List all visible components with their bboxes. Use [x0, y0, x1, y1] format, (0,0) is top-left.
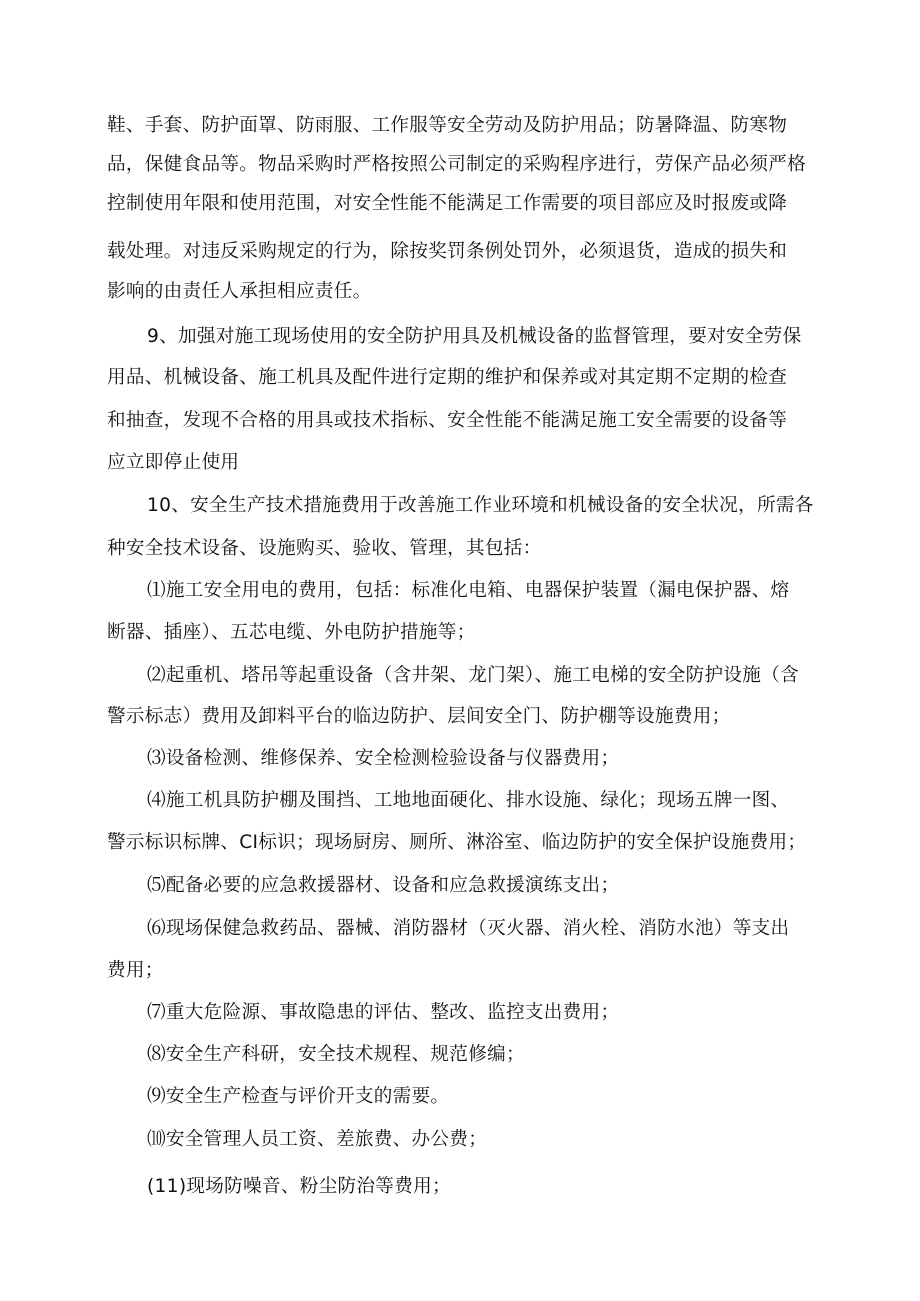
list-item: (11)现场防噪音、粉尘防治等费用； [147, 1176, 451, 1197]
list-item: ⑹现场保健急救药品、器械、消防器材（灭火器、消火栓、消防水池）等支出 [147, 918, 790, 939]
list-item: ⑼安全生产检查与评价开支的需要。 [147, 1086, 450, 1107]
paragraph-line: 应立即停止使用 [107, 452, 240, 473]
list-item: ⑷施工机具防护棚及围挡、工地地面硬化、排水设施、绿化；现场五牌一图、 [147, 790, 790, 811]
list-item: ⑶设备检测、维修保养、安全检测检验设备与仪器费用； [147, 748, 620, 769]
paragraph-line: 品，保健食品等。物品采购时严格按照公司制定的采购程序进行，劳保产品必须严格 [107, 154, 807, 175]
list-item-cont: 警示标识标牌、CI标识；现场厨房、厕所、淋浴室、临边防护的安全保护设施费用； [107, 832, 807, 853]
paragraph-line: 鞋、手套、防护面罩、防雨服、工作服等安全劳动及防护用品；防暑降温、防寒物 [107, 115, 788, 136]
paragraph-line: 和抽查，发现不合格的用具或技术指标、安全性能不能满足施工安全需要的设备等 [107, 410, 788, 431]
list-item-cont: 费用； [107, 960, 164, 981]
list-item-cont: 警示标志）费用及卸料平台的临边防护、层间安全门、防护棚等设施费用； [107, 706, 731, 727]
paragraph-line: 种安全技术设备、设施购买、验收、管理，其包括： [107, 538, 542, 559]
paragraph-line: 影响的由责任人承担相应责任。 [107, 281, 372, 302]
paragraph-line: 用品、机械设备、施工机具及配件进行定期的维护和保养或对其定期不定期的检查 [107, 367, 788, 388]
list-item: ⑺重大危险源、事故隐患的评估、整改、监控支出费用； [147, 1002, 620, 1023]
list-item: ⑵起重机、塔吊等起重设备（含井架、龙门架）、施工电梯的安全防护设施（含 [147, 665, 799, 686]
list-item: ⑻安全生产科研，安全技术规程、规范修编； [147, 1044, 525, 1065]
paragraph-line: 10、安全生产技术措施费用于改善施工作业环境和机械设备的安全状况，所需各 [147, 495, 814, 516]
list-item: ⑴施工安全用电的费用，包括：标准化电箱、电器保护装置（漏电保护器、熔 [147, 580, 790, 601]
paragraph-line: 9、加强对施工现场使用的安全防护用具及机械设备的监督管理，要对安全劳保 [147, 326, 802, 347]
list-item: ⑽安全管理人员工资、差旅费、办公费； [147, 1129, 488, 1150]
paragraph-line: 控制使用年限和使用范围，对安全性能不能满足工作需要的项目部应及时报废或降 [107, 193, 788, 214]
list-item-cont: 断器、插座）、五芯电缆、外电防护措施等； [107, 622, 476, 643]
list-item: ⑸配备必要的应急救援器材、设备和应急救援演练支出； [147, 875, 620, 896]
paragraph-line: 载处理。对违反采购规定的行为，除按奖罚条例处罚外，必须退货，造成的损失和 [107, 241, 788, 262]
